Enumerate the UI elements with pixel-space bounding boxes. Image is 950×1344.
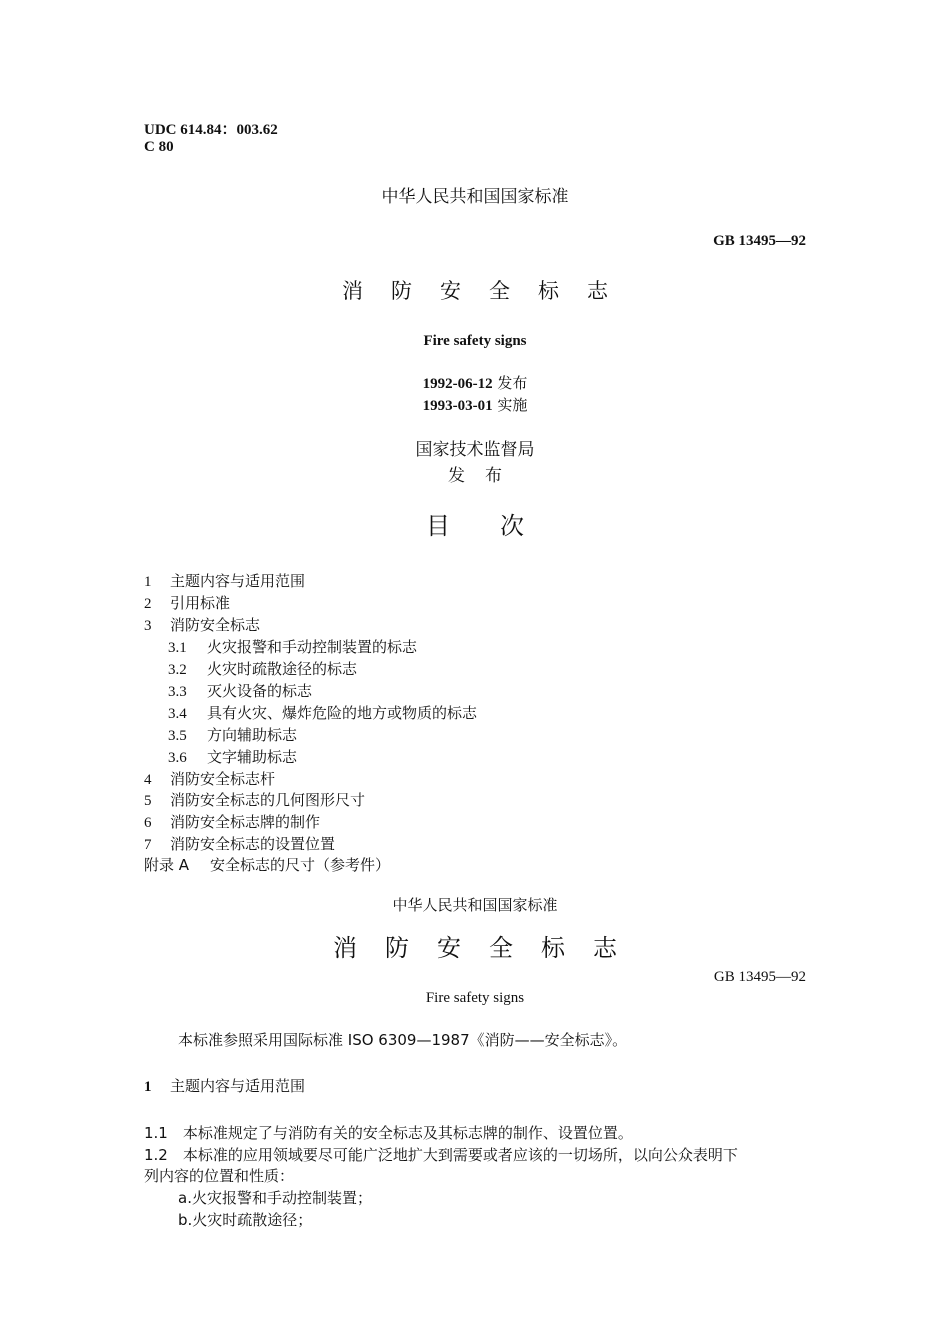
intro-paragraph: 本标准参照采用国际标准 ISO 6309—1987《消防——安全标志》。 xyxy=(178,1031,628,1049)
issue-label: 发布 xyxy=(497,374,528,392)
section-title: 主题内容与适用范围 xyxy=(170,1077,306,1095)
toc-subitem[interactable]: 3.5 方向辅助标志 xyxy=(168,726,298,744)
issuing-authority: 国家技术监督局 xyxy=(415,440,535,460)
udc-code: UDC 614.84：003.62 xyxy=(144,122,278,138)
section-number: 1 xyxy=(144,1079,152,1095)
implementation-date-line xyxy=(0,394,950,415)
implementation-date: 1993-03-01 xyxy=(422,398,493,414)
toc-item[interactable]: 1 主题内容与适用范围 xyxy=(144,572,306,590)
classification-code: C 80 xyxy=(144,139,174,155)
toc-item[interactable]: 6 消防安全标志牌的制作 xyxy=(144,813,321,831)
standard-title-cn: 消防安全标志 xyxy=(342,279,636,303)
toc-appendix[interactable]: 附录 A 安全标志的尺寸（参考件） xyxy=(144,856,391,874)
issue-date-line xyxy=(0,372,950,393)
standard-number: GB 13495—92 xyxy=(713,233,806,249)
body-national-standard: 中华人民共和国国家标准 xyxy=(392,896,558,914)
toc-item[interactable]: 3 消防安全标志 xyxy=(144,616,261,634)
toc-subitem[interactable]: 3.6 文字辅助标志 xyxy=(168,748,298,766)
body-standard-number: GB 13495—92 xyxy=(713,969,806,985)
toc-subitem[interactable]: 3.4 具有火灾、爆炸危险的地方或物质的标志 xyxy=(168,704,478,722)
national-standard-title: 中华人民共和国国家标准 xyxy=(381,187,569,207)
toc-item[interactable]: 5 消防安全标志的几何图形尺寸 xyxy=(144,791,366,809)
toc-item[interactable]: 2 引用标准 xyxy=(144,594,231,612)
body-title-cn: 消防安全标志 xyxy=(333,934,645,962)
clause-1-2-line1: 1.2 本标准的应用领域要尽可能广泛地扩大到需要或者应该的一切场所，以向公众表明下 xyxy=(144,1146,738,1164)
toc-heading: 目次 xyxy=(426,512,574,540)
issuing-action: 发布 xyxy=(448,466,522,486)
toc-item[interactable]: 4 消防安全标志杆 xyxy=(144,770,276,788)
issue-date: 1992-06-12 xyxy=(422,376,493,392)
standard-title-en: Fire safety signs xyxy=(423,333,527,349)
clause-1-2-line2: 列内容的位置和性质： xyxy=(144,1167,295,1185)
section-heading xyxy=(144,1075,305,1096)
toc-subitem[interactable]: 3.1 火灾报警和手动控制装置的标志 xyxy=(168,638,418,656)
list-item-a: a.火灾报警和手动控制装置； xyxy=(178,1189,372,1207)
body-title-en: Fire safety signs xyxy=(425,990,525,1006)
toc-subitem[interactable]: 3.3 灭火设备的标志 xyxy=(168,682,313,700)
toc-item[interactable]: 7 消防安全标志的设置位置 xyxy=(144,835,336,853)
toc-subitem[interactable]: 3.2 火灾时疏散途径的标志 xyxy=(168,660,358,678)
list-item-b: b.火灾时疏散途径； xyxy=(178,1211,313,1229)
clause-1-1: 1.1 本标准规定了与消防有关的安全标志及其标志牌的制作、设置位置。 xyxy=(144,1124,633,1142)
implementation-label: 实施 xyxy=(497,396,528,414)
